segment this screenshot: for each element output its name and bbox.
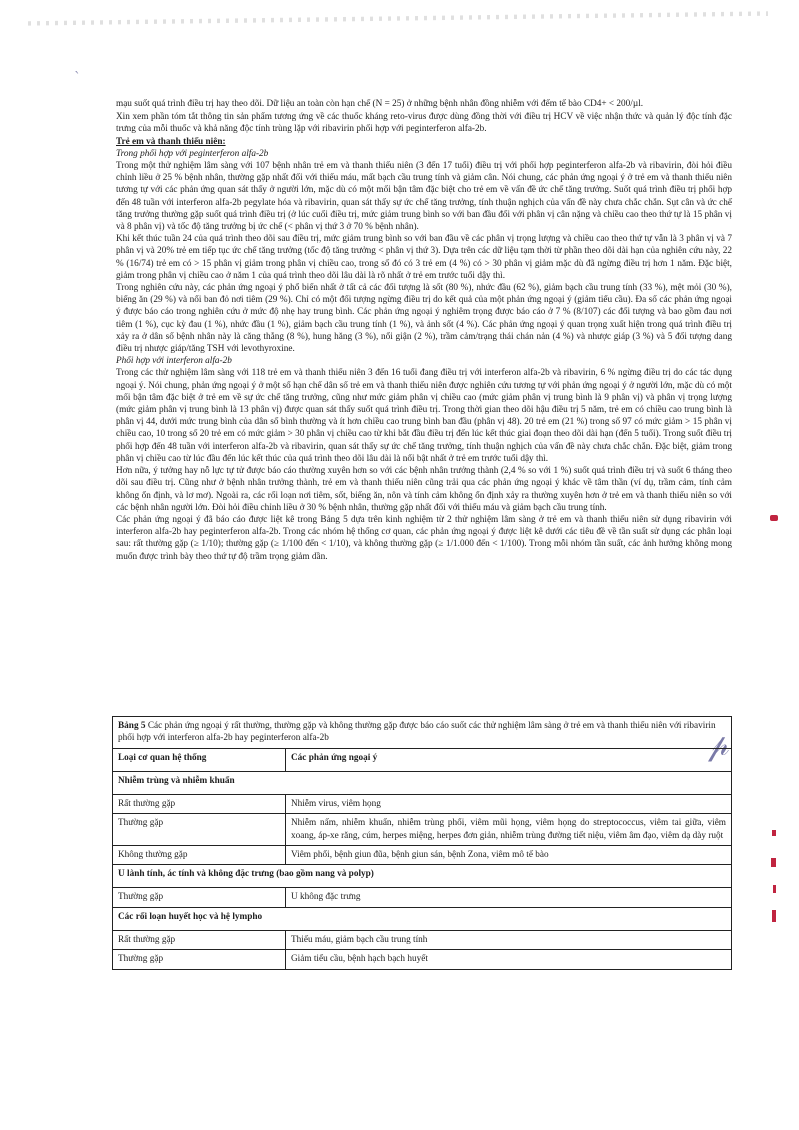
- column-header-system-organ-class: Loại cơ quan hệ thống: [113, 748, 286, 771]
- table-group-heading: Nhiễm trùng và nhiễm khuẩn: [113, 771, 732, 794]
- table-caption-text: Các phản ứng ngoại ý rất thường, thường gặp và không thường gặp được báo cáo suốt các thử nghiệm lâm sàng ở trẻ em và thanh thiếu niên với ribavirin phối hợp với interferon alfa-2b hay peginterferon alfa-2b: [118, 721, 716, 744]
- table-row: [113, 814, 732, 846]
- adverse-reactions-table: [112, 716, 732, 970]
- table-row: [113, 950, 732, 969]
- margin-initial-mark: 𝓅: [708, 728, 730, 763]
- frequency-cell: Thường gặp: [113, 814, 286, 846]
- reactions-cell: Nhiễm virus, viêm họng: [286, 794, 732, 813]
- frequency-cell: Rất thường gặp: [113, 794, 286, 813]
- paragraph: Xin xem phần tóm tắt thông tin sản phẩm tương ứng về các thuốc kháng reto-virus được dùng đồng thời với điều trị HCV về việc nhận thức và quản lý độc tính đặc trưng của mỗi thuốc và khả năng độc tính trùng lặp với ribavirin phối hợp với peginterferon alfa-2b.: [116, 112, 732, 135]
- paragraph: Các phản ứng ngoại ý đã báo cáo được liệt kê trong Bảng 5 dựa trên kinh nghiệm từ 2 thử nghiệm lâm sàng ở trẻ em và thanh thiếu niên sử dụng ribavirin với interferon alfa-2b hay peginterferon alfa-2b. Trong các nhóm hệ thống cơ quan, các phản ứng ngoại ý được liệt kê dưới các tiêu đề về tần suất sử dụng các phân loại sau: rất thường gặp (≥ 1/10); thường gặp (≥ 1/100 đến < 1/10), và không thường gặp (≥ 1/1.000 đến < 1/100). Trong mỗi nhóm tần suất, các ảnh hưởng không mong muốn được trình bày theo thứ tự độ trầm trọng giảm dần.: [116, 514, 732, 562]
- paragraph: Trong một thử nghiệm lâm sàng với 107 bệnh nhân trẻ em và thanh thiếu niên (3 đến 17 tuổi) điều trị với phối hợp peginterferon alfa-2b và ribavirin, đòi hỏi điều chỉnh liều ở 25 % bệnh nhân, thường gặp nhất đối với thiếu máu, mất bạch cầu trung tính và giảm cân. Nói chung, các phản ứng ngoại ý ở trẻ em và thanh thiếu niên tương tự với các phản ứng quan sát thấy ở người lớn, mặc dù có một mối bận tâm đặc biệt cho trẻ em về vấn đề ức chế tăng trưởng. Suốt quá trình điều trị phối hợp đến 48 tuần với interferon alfa-2b pegylate hóa và ribavirin, quan sát thấy sự ức chế tăng trưởng, tính thuận nghịch của vấn đề này chưa chắc chắn. Sụt cân và ức chế tăng trưởng thường gặp suốt quá trình điều trị (ở lúc cuối điều trị, mức giảm trung bình so với ban đầu đối với phân vị cân nặng và chiều cao theo thứ tự là 15 phân vị và 8 phân vị) và tốc độ tăng trưởng bị ức chế (< phân vị thứ 3 ở 70 % bệnh nhân).: [116, 161, 732, 233]
- reactions-cell: Viêm phổi, bệnh giun đũa, bệnh giun sán, bệnh Zona, viêm mô tế bào: [286, 846, 732, 865]
- table-caption: [113, 717, 732, 749]
- table-row: [113, 794, 732, 813]
- section-heading: Trẻ em và thanh thiếu niên:: [116, 136, 226, 147]
- reactions-cell: Thiếu máu, giảm bạch cầu trung tính: [286, 930, 732, 949]
- frequency-cell: Rất thường gặp: [113, 930, 286, 949]
- paragraph: Trong nghiên cứu này, các phản ứng ngoại ý phổ biến nhất ở tất cả các đối tượng là sốt (80 %), nhức đầu (62 %), giảm bạch cầu trung tính (33 %), mệt mỏi (30 %), biếng ăn (29 %) và nổi ban đỏ nơi tiêm (29 %). Chỉ có một đối tượng ngừng điều trị do kết quả của một phản ứng ngoại ý (giảm tiểu cầu). Đa số các phản ứng ngoại ý được báo cáo trong nghiên cứu ở mức độ nhẹ hay trung bình. Các phản ứng ngoại ý nghiêm trọng được báo cáo ở 7 % (8/107) các đối tượng và bao gồm đau nơi tiêm (1 %), cục kỳ đau (1 %), nhức đầu (1 %), giảm bạch cầu trung tính (1 %), và ảnh sốt (4 %). Các phản ứng ngoại ý quan trọng xuất hiện trong quá trình điều trị xảy ra ở dân số bệnh nhân này là căng thẳng (8 %), hung hăng (3 %), nổi giận (2 %), trầm cảm/trạng thái chán nản (4 %) và nhược giáp (3 %) và 5 đối tượng dang điều trị nhược giáp/tăng TSH với levothyroxine.: [116, 283, 732, 355]
- table-row: [113, 888, 732, 907]
- frequency-cell: Thường gặp: [113, 950, 286, 969]
- margin-red-mark: [772, 830, 776, 836]
- table-row: [113, 846, 732, 865]
- margin-red-mark: [771, 858, 776, 867]
- margin-red-mark: [770, 515, 778, 521]
- scan-edge-artifact: [28, 8, 768, 30]
- reactions-cell: Nhiễm nấm, nhiễm khuẩn, nhiễm trùng phổi, viêm mũi họng, viêm họng do streptococcus, viêm tai giữa, viêm xoang, áp-xe răng, cúm, herpes miệng, herpes đơn giản, nhiễm trùng đường tiết niệu, viêm âm đạo, viêm dạ dày ruột: [286, 814, 732, 846]
- subsection-heading: Trong phối hợp với peginterferon alfa-2b: [116, 148, 269, 159]
- paragraph: Khi kết thúc tuần 24 của quá trình theo dõi sau điều trị, mức giảm trung bình so với ban đầu về các phân vị trọng lượng và chiều cao theo thứ tự vẫn là 3 phân vị và 7 phân vị và 20% trẻ em tiếp tục ức chế tăng trưởng (tốc độ tăng trưởng < phân vị thứ 3). Dựa trên các dữ liệu tạm thời từ phần theo dõi dài hạn của nghiên cứu này, 22 % (16/74) trẻ em có > 15 phân vị giảm trong phân vị chiều cao, trong số đó có 3 trẻ em (4 %) có > 30 phân vị giảm mặc dù đã ngừng điều trị hơn 1 năm. Đặc biệt, giảm trong phân vị chiều cao ở năm 1 của quá trình theo dõi lâu dài là rõ nhất ở trẻ em trước tuổi dậy thì.: [116, 234, 732, 281]
- table-row: [113, 930, 732, 949]
- margin-red-mark: [773, 885, 776, 893]
- subsection-heading: Phối hợp với interferon alfa-2b: [116, 356, 232, 367]
- table-group-heading: U lành tính, ác tính và không đặc trưng (bao gồm nang và polyp): [113, 865, 732, 888]
- margin-tick-mark: ˋ: [74, 70, 81, 86]
- document-body: [116, 98, 732, 563]
- reactions-cell: U không đặc trưng: [286, 888, 732, 907]
- paragraph: Trong các thử nghiệm lâm sàng với 118 trẻ em và thanh thiếu niên 3 đến 16 tuổi đang điều trị với interferon alfa-2b và ribavirin, 6 % ngừng điều trị do các tác dụng ngoại ý. Nói chung, phản ứng ngoại ý ở một số hạn chế dân số trẻ em và thanh thiếu niên được nghiên cứu tương tự với phản ứng ngoại ý ở người lớn, mặc dù có một mối bận tâm đặc biệt ở trẻ em về sự ức chế tăng trưởng, cũng như mức giảm phân vị chiều cao (mức giảm phân vị trung bình là 9 phân vị) và phân vị trọng lượng (mức giảm phân vị trung bình là 13 phân vị) được quan sát thấy suốt quá trình điều trị. Trong thời gian theo dõi hậu điều trị 5 năm, trẻ em có chiều cao trung bình là phân vị 44, dưới mức trung bình của dân số bình thường và ít hơn chiều cao trung bình ban đầu (phân vị 48). 20 trẻ em (21 %) trong số 97 có mức giảm > 15 phân vị chiều cao, 10 trong số 20 trẻ em có mức giảm > 30 phân vị chiều cao từ khi bắt đầu điều trị đến lúc kết thúc giai đoạn theo dõi dài hạn (đến 5 tuổi). Trong suốt điều trị phối hợp đến 48 tuần với interferon alfa-2b và ribavirin, quan sát thấy sự ức chế tăng trưởng, tính thuận nghịch của vấn đề này chưa chắc chắn. Đặc biệt, giảm trong phân vị chiều cao từ lúc đầu đến lúc kết thúc của quá trình theo dõi lâu dài là nổi bật nhất ở trẻ em trước tuổi dậy thì.: [116, 368, 732, 464]
- frequency-cell: Thường gặp: [113, 888, 286, 907]
- reactions-cell: Giảm tiểu cầu, bệnh hạch bạch huyết: [286, 950, 732, 969]
- table-group-heading: Các rối loạn huyết học và hệ lympho: [113, 907, 732, 930]
- frequency-cell: Không thường gặp: [113, 846, 286, 865]
- margin-red-mark: [772, 910, 776, 922]
- table-caption-label: Bảng 5: [118, 721, 146, 731]
- paragraph: Hơn nữa, ý tưởng hay nỗ lực tự tử được báo cáo thường xuyên hơn so với các bệnh nhân trưởng thành (2,4 % so với 1 %) suốt quá trình điều trị và suốt 6 tháng theo dõi sau điều trị. Cũng như ở bệnh nhân trưởng thành, trẻ em và thanh thiếu niên cũng trải qua các phản ứng ngoại ý khác về tâm thần (ví dụ, trầm cảm, tính cảm không ổn định, và lơ mơ). Ngoài ra, các rối loạn nơi tiêm, sốt, biếng ăn, nôn và tính cảm không ổn định xảy ra thường xuyên hơn ở trẻ em và thanh thiếu niên so với các bệnh nhân người lớn. Đòi hỏi điều chỉnh liều ở 30 % bệnh nhân, thường gặp nhất đối với thiếu máu và giảm bạch cầu trung tính.: [116, 466, 732, 513]
- paragraph: mạu suốt quá trình điều trị hay theo dõi. Dữ liệu an toàn còn hạn chế (N = 25) ở những bệnh nhân đồng nhiễm với đếm tế bào CD4+ < 200/µl.: [116, 99, 644, 109]
- column-header-adverse-reactions: Các phản ứng ngoại ý: [286, 748, 732, 771]
